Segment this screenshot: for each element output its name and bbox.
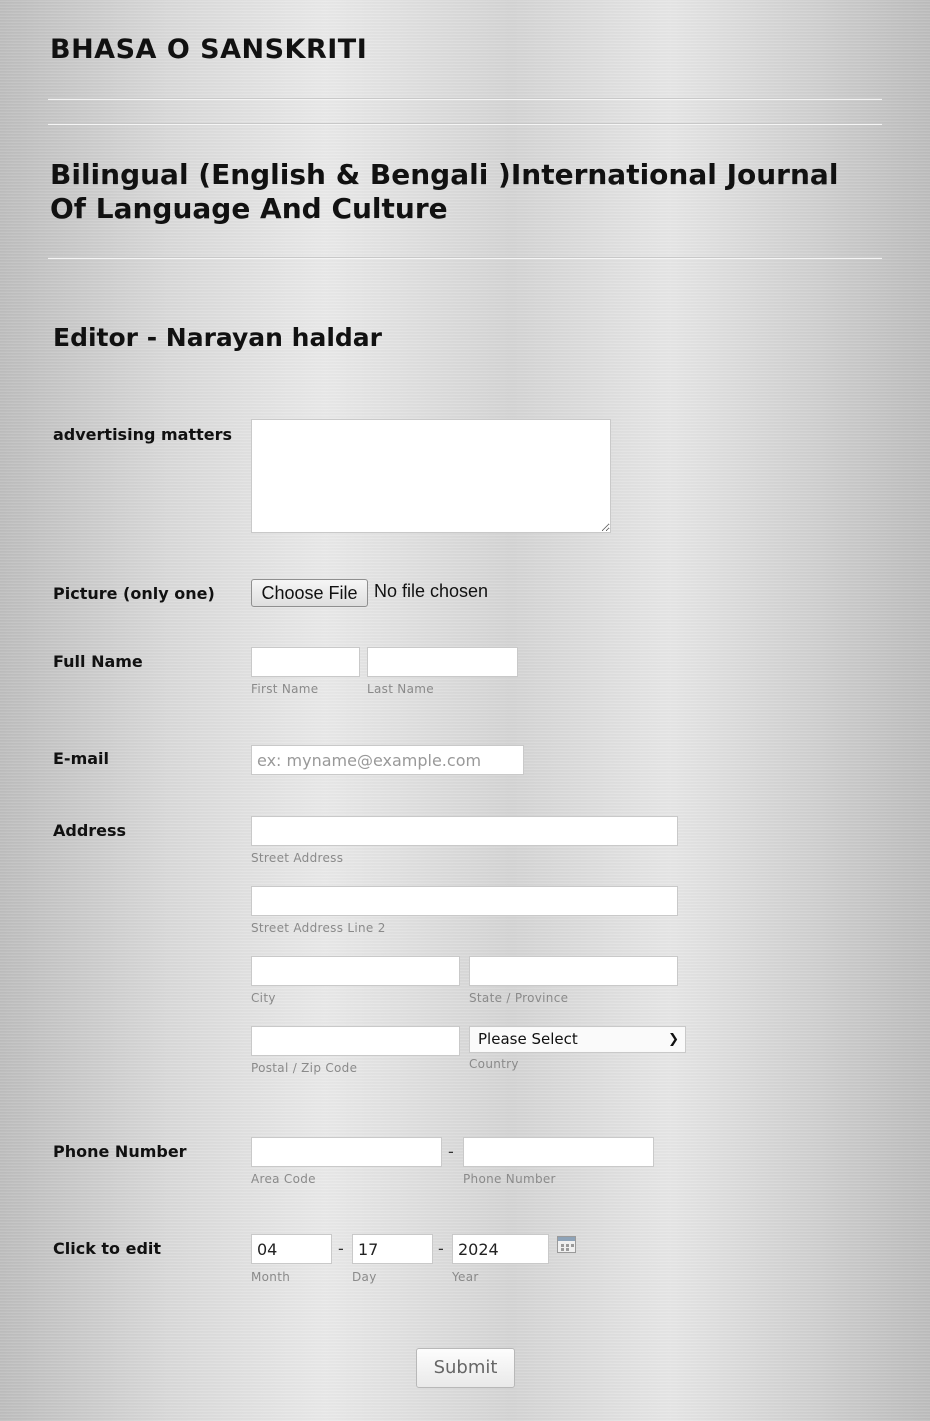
address-label: Address — [53, 821, 127, 840]
country-select[interactable] — [469, 1026, 686, 1053]
state-sublabel: State / Province — [469, 991, 569, 1005]
city-input[interactable] — [251, 956, 460, 986]
picture-label: Picture (only one) — [53, 584, 215, 603]
phone-number-input[interactable] — [463, 1137, 654, 1167]
chevron-down-icon: ❯ — [668, 1032, 679, 1047]
first-name-sublabel: First Name — [251, 682, 319, 696]
calendar-icon[interactable] — [557, 1236, 576, 1253]
full-name-label: Full Name — [53, 652, 143, 671]
journal-subtitle: Bilingual (English & Bengali )International Journal Of Language And Culture — [50, 158, 839, 225]
last-name-sublabel: Last Name — [367, 682, 434, 696]
month-input[interactable] — [251, 1234, 332, 1264]
zip-sublabel: Postal / Zip Code — [251, 1061, 358, 1075]
month-sublabel: Month — [251, 1270, 291, 1284]
first-name-input[interactable] — [251, 647, 360, 677]
site-title: BHASA O SANSKRITI — [50, 34, 368, 65]
submit-button[interactable]: Submit — [416, 1348, 515, 1388]
country-sublabel: Country — [469, 1057, 519, 1071]
day-input[interactable] — [352, 1234, 433, 1264]
phone-number-sublabel: Phone Number — [463, 1172, 556, 1186]
phone-separator: - — [448, 1142, 454, 1161]
advertising-label: advertising matters — [53, 425, 233, 444]
year-sublabel: Year — [452, 1270, 479, 1284]
advertising-textarea[interactable] — [251, 419, 611, 533]
city-sublabel: City — [251, 991, 276, 1005]
zip-input[interactable] — [251, 1026, 460, 1056]
street-address-line2-sublabel: Street Address Line 2 — [251, 921, 386, 935]
street-address-sublabel: Street Address — [251, 851, 344, 865]
day-sublabel: Day — [352, 1270, 377, 1284]
state-input[interactable] — [469, 956, 678, 986]
street-address-line2-input[interactable] — [251, 886, 678, 916]
editor-heading: Editor - Narayan haldar — [53, 323, 383, 352]
date-separator: - — [338, 1239, 344, 1258]
area-code-sublabel: Area Code — [251, 1172, 316, 1186]
date-separator: - — [438, 1239, 444, 1258]
street-address-input[interactable] — [251, 816, 678, 846]
area-code-input[interactable] — [251, 1137, 442, 1167]
email-input[interactable] — [251, 745, 524, 775]
divider — [48, 257, 882, 259]
year-input[interactable] — [452, 1234, 549, 1264]
phone-label: Phone Number — [53, 1142, 187, 1161]
file-status: No file chosen — [374, 581, 489, 601]
country-select-value: Please Select — [478, 1030, 578, 1048]
email-label: E-mail — [53, 749, 110, 768]
divider — [48, 98, 882, 100]
divider — [48, 123, 882, 125]
date-label: Click to edit — [53, 1239, 162, 1258]
choose-file-button[interactable]: Choose File — [251, 579, 368, 607]
last-name-input[interactable] — [367, 647, 518, 677]
